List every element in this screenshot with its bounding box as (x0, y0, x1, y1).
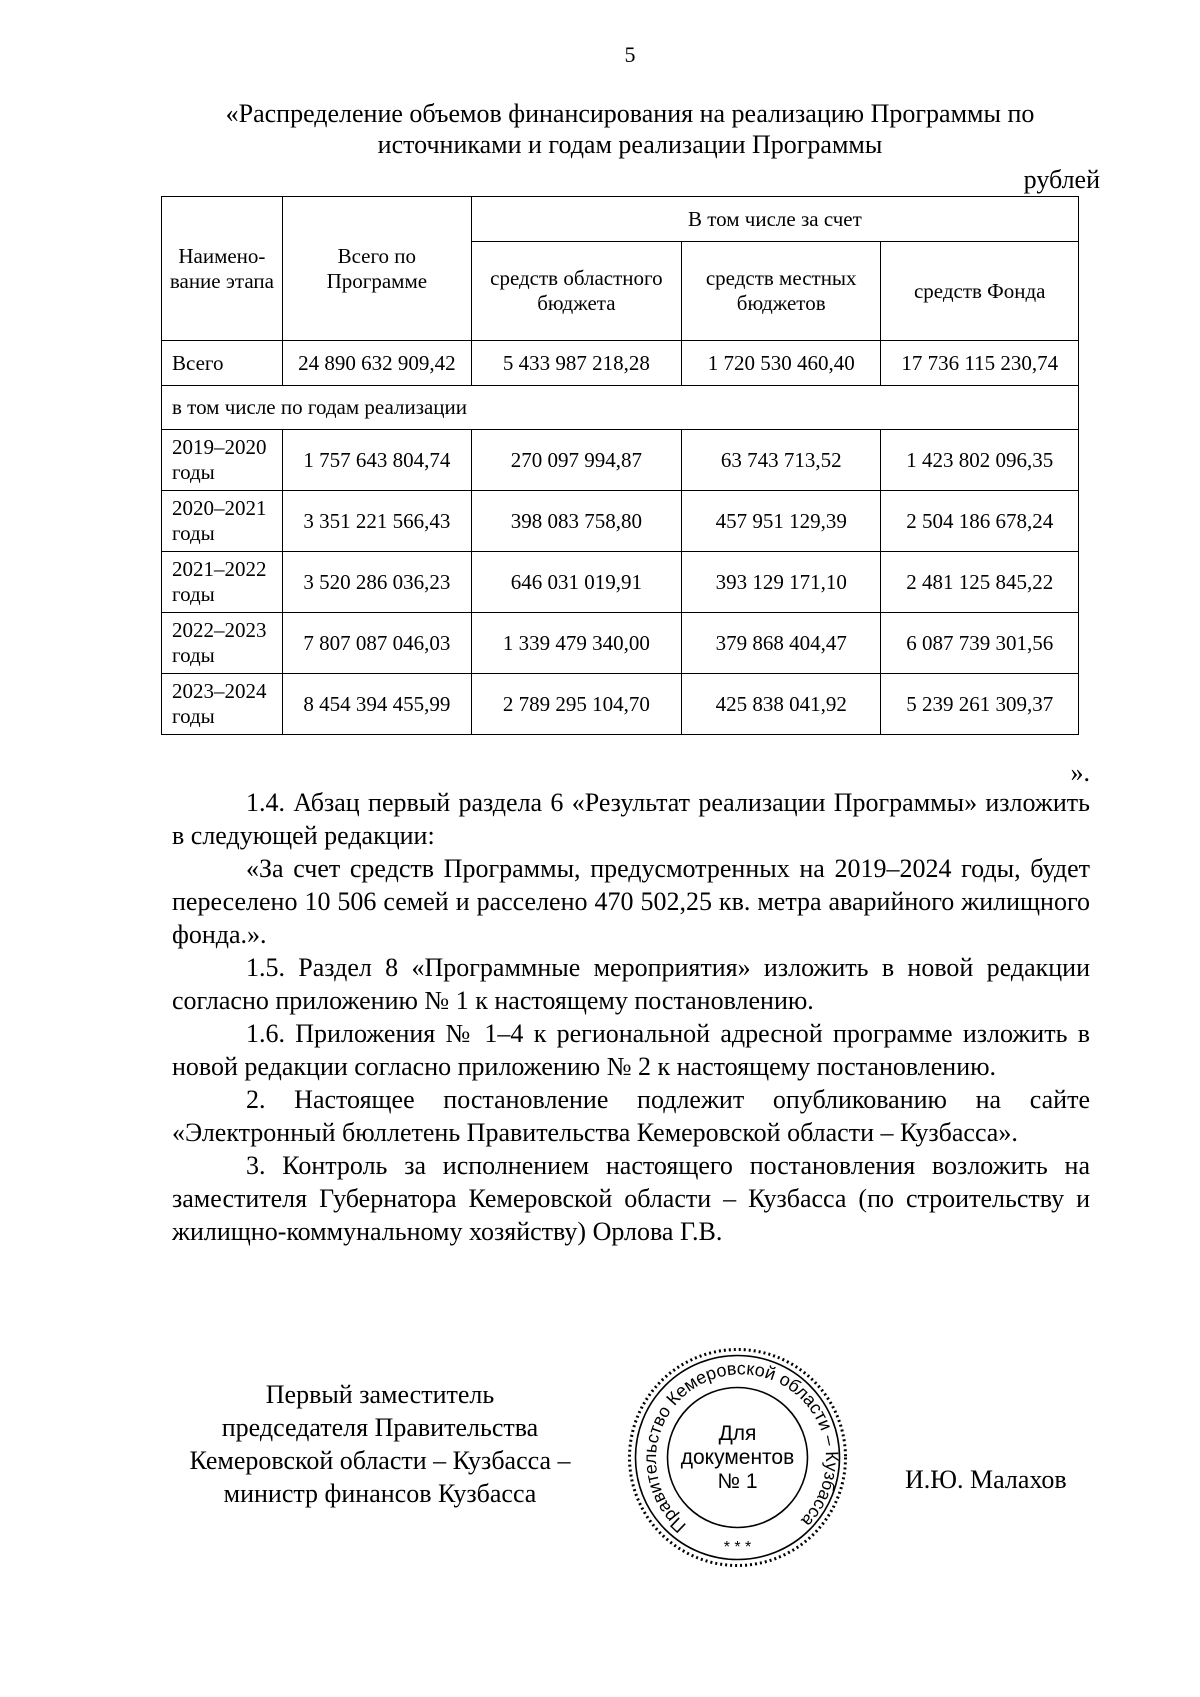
signatory-title (160, 1378, 600, 1510)
cell-stage: 2020–2021 годы (162, 491, 283, 552)
cell-regional: 2 789 295 104,70 (471, 674, 681, 735)
financing-table (161, 196, 1079, 735)
cell-total: 24 890 632 909,42 (282, 341, 471, 386)
table-row (162, 430, 1079, 491)
cell-stage: 2021–2022 годы (162, 552, 283, 613)
title-line-2: источниками и годам реализации Программы (377, 130, 883, 159)
seal-center-line-2: документов (680, 1446, 795, 1469)
table-title (170, 98, 1090, 160)
cell-regional: 646 031 019,91 (471, 552, 681, 613)
closing-quote: ». (1070, 758, 1090, 787)
cell-stage: Всего (162, 341, 283, 386)
years-caption: в том числе по годам реализации (162, 386, 1079, 430)
seal-center-line-1: Для (718, 1422, 757, 1445)
header-local: средств местных бюджетов (681, 242, 881, 341)
header-fund: средств Фонда (881, 242, 1079, 341)
cell-total: 3 351 221 566,43 (282, 491, 471, 552)
table-row (162, 552, 1079, 613)
cell-local: 1 720 530 460,40 (681, 341, 881, 386)
seal-stars: * * * (723, 1539, 752, 1556)
title-line-1: «Распределение объемов финансирования на реализацию Программы по (225, 99, 1035, 128)
cell-fund: 2 481 125 845,22 (881, 552, 1079, 613)
cell-total: 8 454 394 455,99 (282, 674, 471, 735)
cell-regional: 398 083 758,80 (471, 491, 681, 552)
cell-local: 379 868 404,47 (681, 613, 881, 674)
cell-local: 457 951 129,39 (681, 491, 881, 552)
table-row (162, 674, 1079, 735)
cell-stage: 2022–2023 годы (162, 613, 283, 674)
cell-fund: 5 239 261 309,37 (881, 674, 1079, 735)
page-number: 5 (624, 42, 636, 67)
seal-ring-text: Правительство Кемеровской области – Кузбасса (639, 1358, 843, 1537)
paragraph-2: 2. Настоящее постановление подлежит опубликованию на сайте «Электронный бюллетень Правительства Кемеровской области – Кузбасса». (172, 1085, 1090, 1147)
header-including: В том числе за счет (471, 197, 1078, 242)
signatory-name: И.Ю. Малахов (905, 1465, 1067, 1494)
cell-fund: 6 087 739 301,56 (881, 613, 1079, 674)
signatory-line: министр финансов Кузбасса (223, 1479, 537, 1508)
signatory-line: председателя Правительства (221, 1413, 539, 1442)
signatory-line: Кемеровской области – Кузбасса – (189, 1446, 571, 1475)
paragraph-1-4: 1.4. Абзац первый раздела 6 «Результат реализации Программы» изложить в следующей редакции: (172, 788, 1090, 850)
signatory-line: Первый заместитель (265, 1380, 495, 1409)
header-stage: Наимено-вание этапа (162, 197, 283, 341)
official-seal (625, 1345, 850, 1570)
cell-local: 425 838 041,92 (681, 674, 881, 735)
paragraph-1-6: 1.6. Приложения № 1–4 к региональной адресной программе изложить в новой редакции согласно приложению № 2 к настоящему постановлению. (172, 1019, 1090, 1081)
cell-regional: 5 433 987 218,28 (471, 341, 681, 386)
cell-stage: 2023–2024 годы (162, 674, 283, 735)
cell-regional: 1 339 479 340,00 (471, 613, 681, 674)
paragraph-1-5: 1.5. Раздел 8 «Программные мероприятия» изложить в новой редакции согласно приложению № 1 к настоящему постановлению. (172, 953, 1090, 1015)
paragraph-quote: «За счет средств Программы, предусмотренных на 2019–2024 годы, будет переселено 10 506 семей и расселено 470 502,25 кв. метра аварийного жилищного фонда.». (172, 854, 1090, 949)
table-row (162, 491, 1079, 552)
unit-label: рублей (1023, 165, 1100, 194)
cell-local: 63 743 713,52 (681, 430, 881, 491)
cell-total: 7 807 087 046,03 (282, 613, 471, 674)
cell-total: 1 757 643 804,74 (282, 430, 471, 491)
cell-local: 393 129 171,10 (681, 552, 881, 613)
cell-regional: 270 097 994,87 (471, 430, 681, 491)
cell-total: 3 520 286 036,23 (282, 552, 471, 613)
seal-center-line-3: № 1 (717, 1470, 758, 1493)
cell-fund: 2 504 186 678,24 (881, 491, 1079, 552)
cell-fund: 1 423 802 096,35 (881, 430, 1079, 491)
header-total: Всего по Программе (282, 197, 471, 341)
paragraph-3: 3. Контроль за исполнением настоящего постановления возложить на заместителя Губернатора Кемеровской области – Кузбасса (по строительству и жилищно-коммунальному хозяйству) Орлова Г.В. (172, 1151, 1090, 1246)
cell-stage: 2019–2020 годы (162, 430, 283, 491)
table-row (162, 613, 1079, 674)
body-paragraphs (172, 786, 1090, 1248)
header-regional: средств областного бюджета (471, 242, 681, 341)
table-row-total (162, 341, 1079, 386)
cell-fund: 17 736 115 230,74 (881, 341, 1079, 386)
